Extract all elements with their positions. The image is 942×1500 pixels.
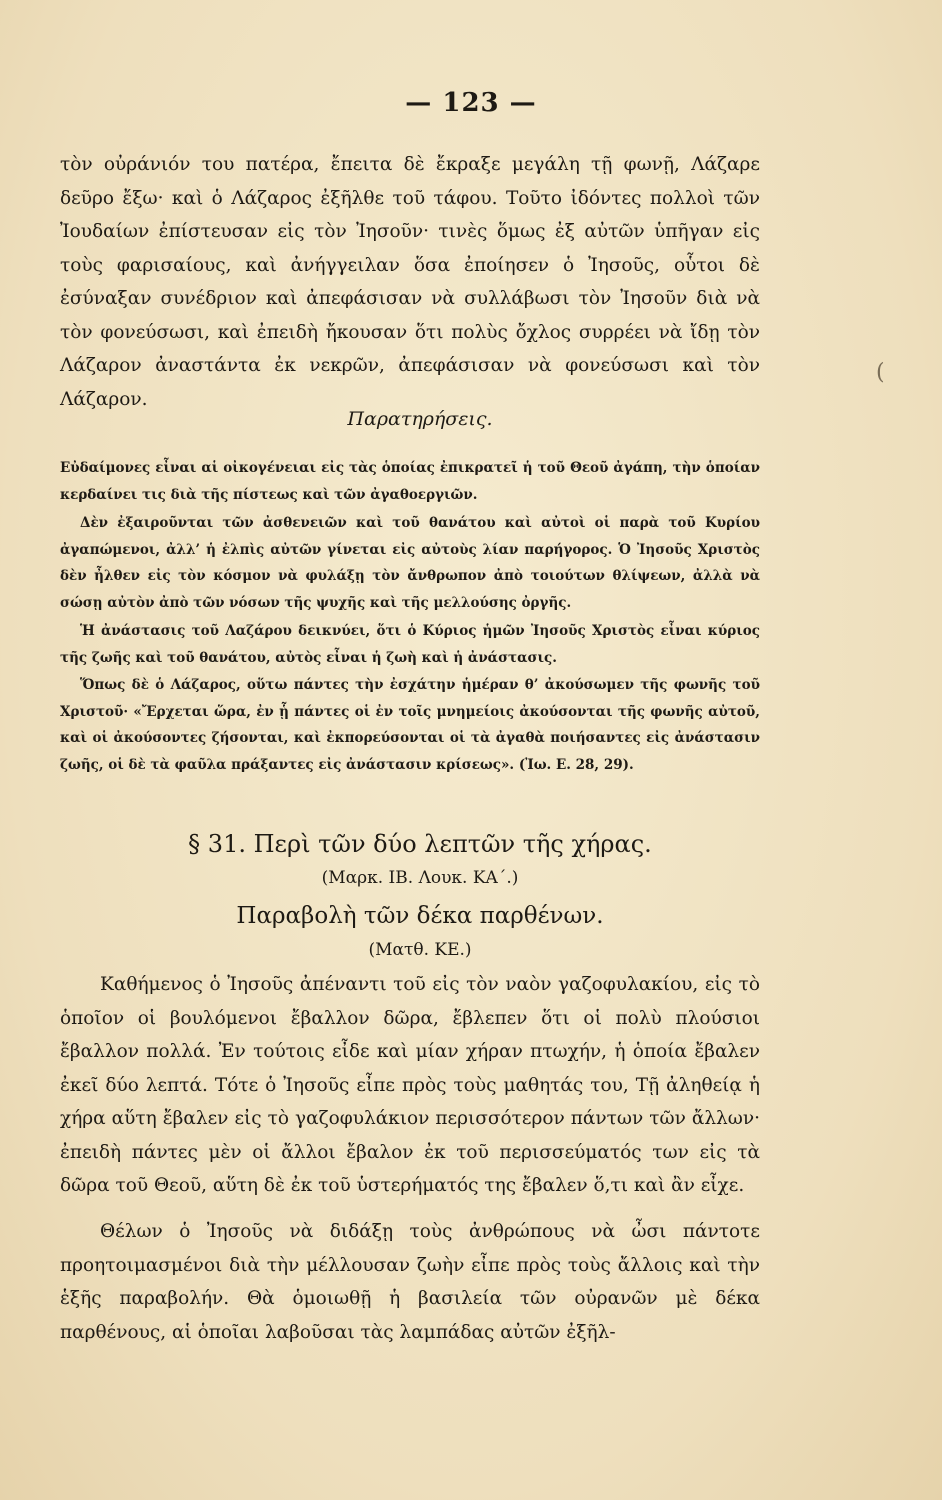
parable-reference: (Ματθ. ΚΕ.) bbox=[368, 940, 472, 960]
observation-3: Ἡ ἀνάστασις τοῦ Λαζάρου δεικνύει, ὅτι ὁ Κύριος ἡμῶν Ἰησοῦς Χριστὸς εἶναι κύριος τῆς ζωῆς καὶ τοῦ θανάτου, αὐτὸς εἶναι ἡ ζωὴ καὶ ἡ ἀνάστασις. bbox=[60, 623, 760, 666]
body-paragraph-3: Θέλων ὁ Ἰησοῦς νὰ διδάξῃ τοὺς ἀνθρώπους νὰ ὦσι πάντοτε προητοιμασμένοι διὰ τὴν μέλλουσαν ζωὴν εἶπε πρὸς τοὺς ἄλλοις καὶ τὴν ἑξῆς παραβολήν. Θὰ ὁμοιωθῇ ἡ βασιλεία τῶν οὐρανῶν μὲ δέκα παρθένους, αἱ ὁποῖαι λαβοῦσαι τὰς λαμπάδας αὐτῶν ἐξῆλ- bbox=[60, 1221, 760, 1343]
observation-1: Εὐδαίμονες εἶναι αἱ οἰκογένειαι εἰς τὰς ὁποίας ἐπικρατεῖ ἡ τοῦ Θεοῦ ἀγάπη, τὴν ὁποίαν κερδαίνει τις διὰ τῆς πίστεως καὶ τῶν ἀγαθοεργιῶν. bbox=[60, 460, 760, 503]
observations-heading: Παρατηρήσεις. bbox=[347, 408, 493, 430]
body-paragraph-1: τὸν οὐράνιόν του πατέρα, ἔπειτα δὲ ἔκραξε μεγάλη τῇ φωνῇ, Λάζαρε δεῦρο ἔξω· καὶ ὁ Λάζαρος ἐξῆλθε τοῦ τάφου. Τοῦτο ἰδόντες πολλοὶ τῶν Ἰουδαίων ἐπίστευσαν εἰς τὸν Ἰησοῦν· τινὲς ὅμως ἐξ αὐτῶν ὑπῆγαν εἰς τοὺς φαρισαίους, καὶ ἀνήγγειλαν ὅσα ἐποίησεν ὁ Ἰησοῦς, οὗτοι δὲ ἐσύναξαν συνέδριον καὶ ἀπεφάσισαν νὰ συλλάβωσι τὸν Ἰησοῦν διὰ νὰ τὸν φονεύσωσι, καὶ ἐπειδὴ ἤκουσαν ὅτι πολὺς ὄχλος συρρέει νὰ ἴδῃ τὸν Λάζαρον ἀναστάντα ἐκ νεκρῶν, ἀπεφάσισαν νὰ φονεύσωσι καὶ τὸν Λάζαρον. bbox=[60, 154, 760, 410]
section-reference: (Μαρκ. ΙΒ. Λουκ. ΚΑ΄.) bbox=[321, 868, 519, 888]
observation-4: Ὅπως δὲ ὁ Λάζαρος, οὕτω πάντες τὴν ἐσχάτην ἡμέραν θ’ ἀκούσωμεν τῆς φωνῆς τοῦ Χριστοῦ· «Ἔρχεται ὥρα, ἐν ᾗ πάντες οἱ ἐν τοῖς μνημείοις ἀκούσονται τῆς φωνῆς αὐτοῦ, καὶ οἱ ἀκούσοντες ζήσονται, καὶ ἐκπορεύσονται οἱ τὰ ἀγαθὰ ποιήσαντες εἰς ἀνάστασιν ζωῆς, οἱ δὲ τὰ φαῦλα πράξαντες εἰς ἀνάστασιν κρίσεως». (Ἰω. Ε. 28, 29). bbox=[60, 677, 760, 773]
page-number: — 123 — bbox=[405, 88, 537, 118]
observation-2: Δὲν ἐξαιροῦνται τῶν ἀσθενειῶν καὶ τοῦ θανάτου καὶ αὐτοὶ οἱ παρὰ τοῦ Κυρίου ἀγαπώμενοι, ἀλλ’ ἡ ἐλπὶς αὐτῶν γίνεται εἰς αὐτοὺς λίαν παρήγορος. Ὁ Ἰησοῦς Χριστὸς δὲν ἦλθεν εἰς τὸν κόσμον νὰ φυλάξῃ τὸν ἄνθρωπον ἀπὸ τοιούτων θλίψεων, ἀλλὰ νὰ σώσῃ αὐτὸν ἀπὸ τῶν νόσων τῆς ψυχῆς καὶ τῆς μελλούσης ὀργῆς. bbox=[60, 515, 760, 611]
section-heading: § 31. Περὶ τῶν δύο λεπτῶν τῆς χήρας. bbox=[188, 830, 652, 858]
margin-mark: ( bbox=[876, 360, 885, 385]
body-paragraph-2: Καθήμενος ὁ Ἰησοῦς ἀπέναντι τοῦ εἰς τὸν ναὸν γαζοφυλακίου, εἰς τὸ ὁποῖον οἱ βουλόμενοι ἔβαλλον δῶρα, ἔβλεπεν ὅτι οἱ πολὺ πλούσιοι ἔβαλλον πολλά. Ἐν τούτοις εἶδε καὶ μίαν χήραν πτωχήν, ἡ ὁποία ἔβαλεν ἐκεῖ δύο λεπτά. Τότε ὁ Ἰησοῦς εἶπε πρὸς τοὺς μαθητάς του, Τῇ ἀληθείᾳ ἡ χήρα αὕτη ἔβαλεν εἰς τὸ γαζοφυλάκιον περισσότερον πάντων τῶν ἄλλων· ἐπειδὴ πάντες μὲν οἱ ἄλλοι ἔβαλον ἐκ τοῦ περισσεύματός των εἰς τὰ δῶρα τοῦ Θεοῦ, αὕτη δὲ ἐκ τοῦ ὑστερήματός της ἔβαλεν ὅ,τι καὶ ἂν εἶχε. bbox=[60, 974, 760, 1196]
parable-heading: Παραβολὴ τῶν δέκα παρθένων. bbox=[236, 903, 604, 929]
